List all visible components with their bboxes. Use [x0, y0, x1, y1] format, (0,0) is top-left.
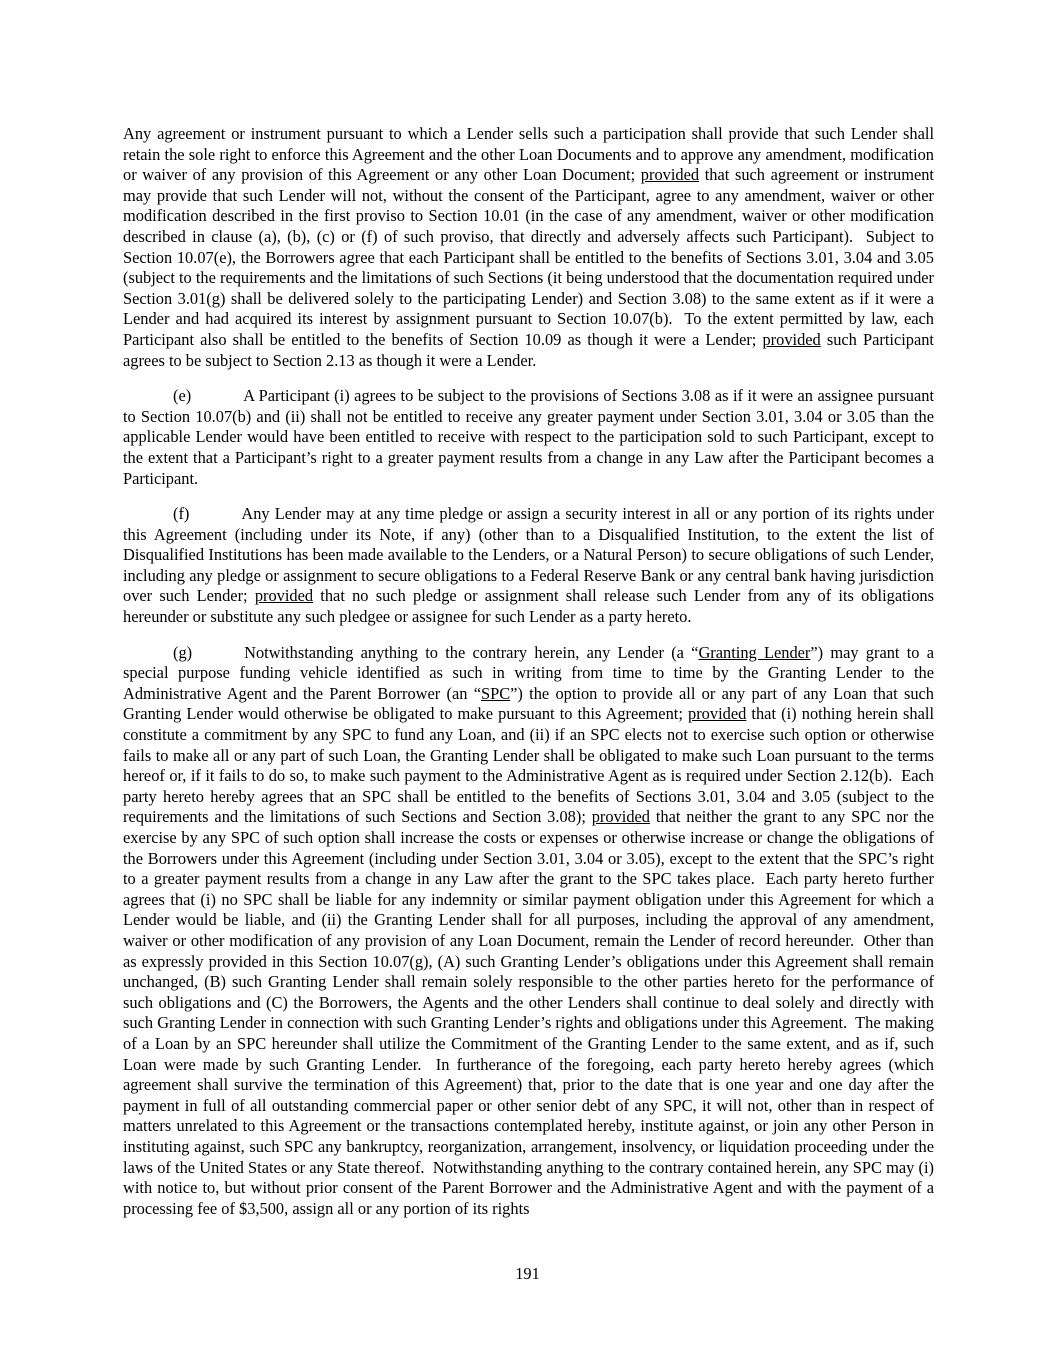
underlined-term: provided: [762, 329, 821, 349]
body-text: that (i) nothing herein shall constitute a commitment by any SPC to fund any Loan, and (ii) if an SPC elects not to exercise such option or otherwise fails to make all or any part of such Loan, the Granting Lender shall be obligated to make such Loan pursuant to the terms hereof or, if it fails to do so, to make such payment to the Administrative Agent as is required under Section 2.12(b). Each party hereto hereby agrees that an SPC shall be entitled to the benefits of Sections 3.01, 3.04 and 3.05 (subject to the requirements and the limitations of such Sections and Section 3.08);: [123, 704, 935, 827]
body-text: ”) may grant to a special purpose funding vehicle identified as such in writing from time to time by the Granting Lender to the Administrative Agent and the Parent Borrower (an “: [123, 642, 934, 703]
underlined-term: provided: [640, 165, 700, 185]
body-text: A Participant (i) agrees to be subject to the provisions of Sections 3.08 as if it were an assignee pursuant to Section 10.07(b) and (ii) shall not be entitled to receive any greater payment under Section 3.01, 3.04 or 3.05 than the applicable Lender would have been entitled to receive with respect to the participation sold to such Participant, except to the extent that a Participant’s right to a greater payment results from a change in any Law after the Participant becomes a Participant.: [123, 386, 934, 488]
body-text: ”) the option to provide all or any part of any Loan that such Granting Lender would otherwise be obligated to make pursuant to this Agreement;: [123, 683, 934, 724]
body-text: such Participant agrees to be subject to Section 2.13 as though it were a Lender.: [123, 329, 934, 370]
body-text: that such agreement or instrument may provide that such Lender will not, without the consent of the Participant, agree to any amendment, waiver or other modification described in the first proviso to Section 10.01 (in the case of any amendment, waiver or other modification described in clause (a), (b), (c) or (f) of such proviso, that directly and adversely affects such Participant). Subject to Section 10.07(e), the Borrowers agree that each Participant shall be entitled to the benefits of Sections 3.01, 3.04 and 3.05 (subject to the requirements and the limitations of such Sections (it being understood that the documentation required under Section 3.01(g) shall be delivered solely to the participating Lender) and Section 3.08) to the same extent as if it were a Lender and had acquired its interest by assignment pursuant to Section 10.07(b). To the extent permitted by law, each Participant also shall be entitled to the benefits of Section 10.09 as though it were a Lender;: [123, 165, 934, 349]
paragraph-f: [123, 504, 934, 628]
paragraph-g: [123, 643, 934, 1220]
underlined-term: SPC: [480, 683, 511, 703]
page-number: 191: [515, 1264, 540, 1283]
paragraph-continuation: [123, 124, 934, 371]
paragraph-label: (e): [173, 386, 192, 406]
body-text: Any Lender may at any time pledge or assign a security interest in all or any portion of its rights under this Agreement (including under its Note, if any) (other than to a Disqualified Institution, to the extent the list of Disqualified Institutions has been made available to the Lenders, or a Natural Person) to secure obligations of such Lender, including any pledge or assignment to secure obligations to a Federal Reserve Bank or any central bank having jurisdiction over such Lender;: [123, 504, 934, 606]
underlined-term: provided: [688, 704, 747, 724]
body-text: Notwithstanding anything to the contrary herein, any Lender (a “: [244, 642, 699, 662]
paragraph-label: (g): [173, 642, 193, 662]
underlined-term: provided: [254, 586, 314, 606]
body-text: that no such pledge or assignment shall release such Lender from any of its obligations hereunder or substitute any such pledgee or assignee for such Lender as a party hereto.: [123, 586, 934, 627]
paragraph-e: [123, 386, 934, 489]
body-text: that neither the grant to any SPC nor the exercise by any SPC of such option shall increase the costs or expenses or otherwise increase or change the obligations of the Borrowers under this Agreement (including under Section 3.01, 3.04 or 3.05), except to the extent that the SPC’s right to a greater payment results from a change in any Law after the grant to the SPC takes place. Each party hereto further agrees that (i) no SPC shall be liable for any indemnity or similar payment obligation under this Agreement for which a Lender would be liable, and (ii) the Granting Lender shall for all purposes, including the approval of any amendment, waiver or other modification of any provision of any Loan Document, remain the Lender of record hereunder. Other than as expressly provided in this Section 10.07(g), (A) such Granting Lender’s obligations under this Agreement shall remain unchanged, (B) such Granting Lender shall remain solely responsible to the other parties hereto for the performance of such obligations and (C) the Borrowers, the Agents and the other Lenders shall continue to deal solely and directly with such Granting Lender in connection with such Granting Lender’s rights and obligations under this Agreement. The making of a Loan by an SPC hereunder shall utilize the Commitment of the Granting Lender to the same extent, and as if, such Loan were made by such Granting Lender. In furtherance of the foregoing, each party hereto hereby agrees (which agreement shall survive the termination of this Agreement) that, prior to the date that is one year and one day after the payment in full of all outstanding commercial paper or other senior debt of any SPC, it will not, other than in respect of matters unrelated to this Agreement or the transactions contemplated hereby, institute against, or join any other Person in instituting against, such SPC any bankruptcy, reorganization, arrangement, insolvency, or liquidation proceeding under the laws of the United States or any State thereof. Notwithstanding anything to the contrary contained herein, any SPC may (i) with notice to, but without prior consent of the Parent Borrower and the Administrative Agent and with the payment of a processing fee of $3,500, assign all or any portion of its rights: [123, 807, 934, 1218]
paragraph-label: (f): [173, 504, 190, 524]
underlined-term: provided: [591, 807, 650, 827]
document-body: [123, 124, 934, 1234]
underlined-term: Granting Lender: [698, 642, 811, 662]
body-text: Any agreement or instrument pursuant to which a Lender sells such a participation shall provide that such Lender shall retain the sole right to enforce this Agreement and the other Loan Documents and to approve any amendment, modification or waiver of any provision of this Agreement or any other Loan Document;: [123, 124, 934, 185]
